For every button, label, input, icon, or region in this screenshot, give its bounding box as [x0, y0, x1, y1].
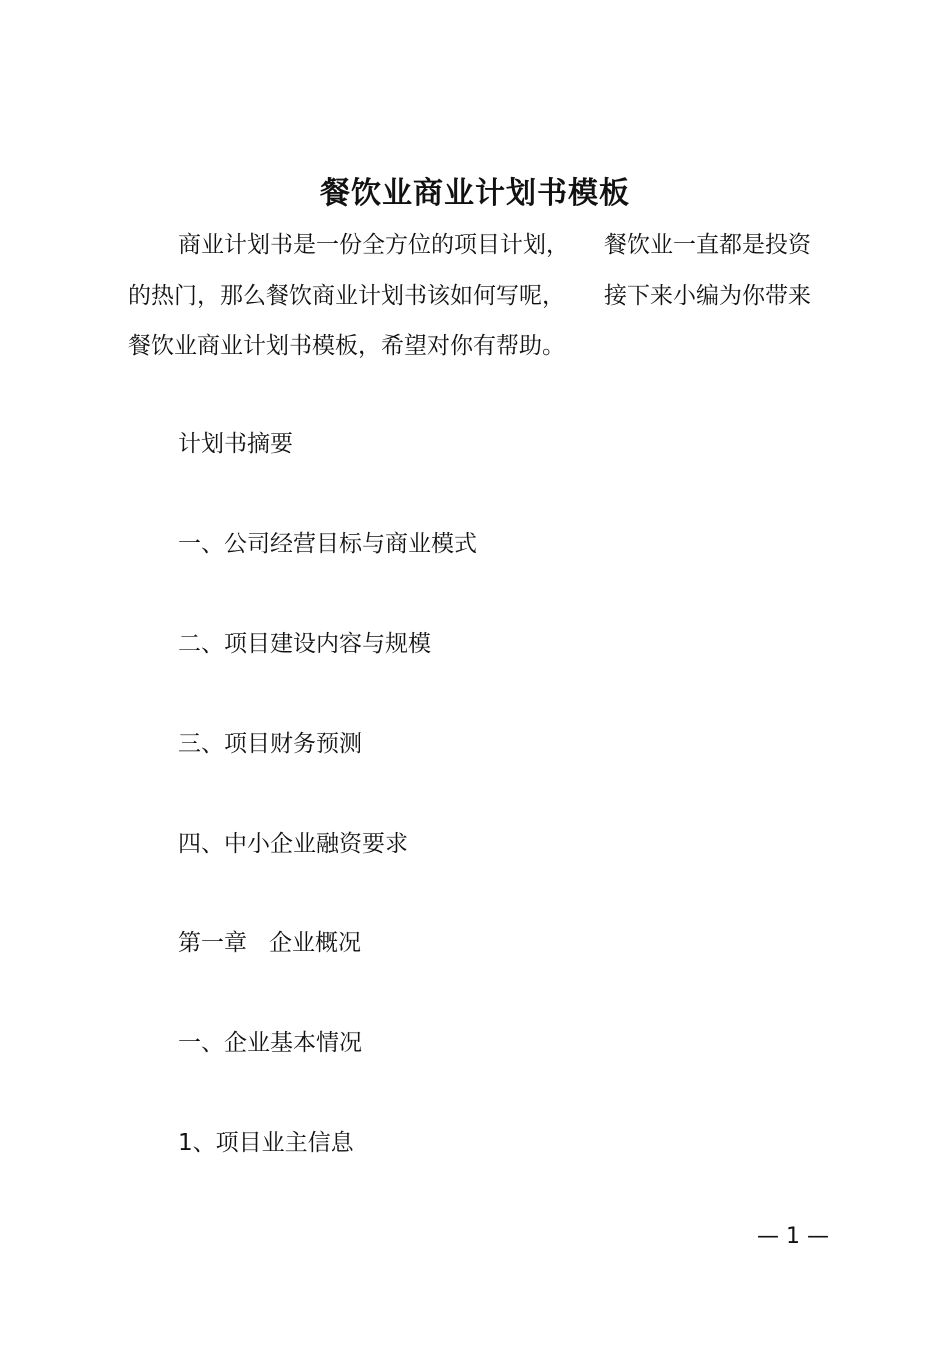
- section-heading: 一、企业基本情况: [178, 1030, 362, 1056]
- summary-item-3: 三、项目财务预测: [178, 731, 362, 757]
- intro-line-3-text: 餐饮业商业计划书模板，希望对你有帮助。: [128, 333, 565, 359]
- summary-item-1: 一、公司经营目标与商业模式: [178, 531, 477, 557]
- intro-line-2-right: 接下来小编为你带来: [604, 283, 811, 309]
- intro-line-1-right: 餐饮业一直都是投资: [604, 232, 811, 258]
- page-number: — 1 —: [757, 1224, 829, 1249]
- intro-line-2-left: 的热门，那么餐饮商业计划书该如何写呢，: [128, 283, 565, 309]
- chapter-heading: [178, 927, 361, 959]
- intro-line-3: [128, 330, 818, 362]
- intro-line-1: [128, 229, 818, 261]
- subsection-heading: 1、项目业主信息: [178, 1130, 354, 1156]
- document-title: 餐饮业商业计划书模板: [320, 176, 630, 211]
- summary-item-2: 二、项目建设内容与规模: [178, 631, 431, 657]
- summary-heading: 计划书摘要: [178, 431, 293, 457]
- chapter-title: 企业概况: [269, 930, 361, 956]
- intro-line-1-left: 商业计划书是一份全方位的项目计划，: [178, 232, 569, 258]
- intro-line-2: [128, 280, 818, 312]
- summary-item-4: 四、中小企业融资要求: [178, 831, 408, 857]
- chapter-number: 第一章: [178, 930, 247, 956]
